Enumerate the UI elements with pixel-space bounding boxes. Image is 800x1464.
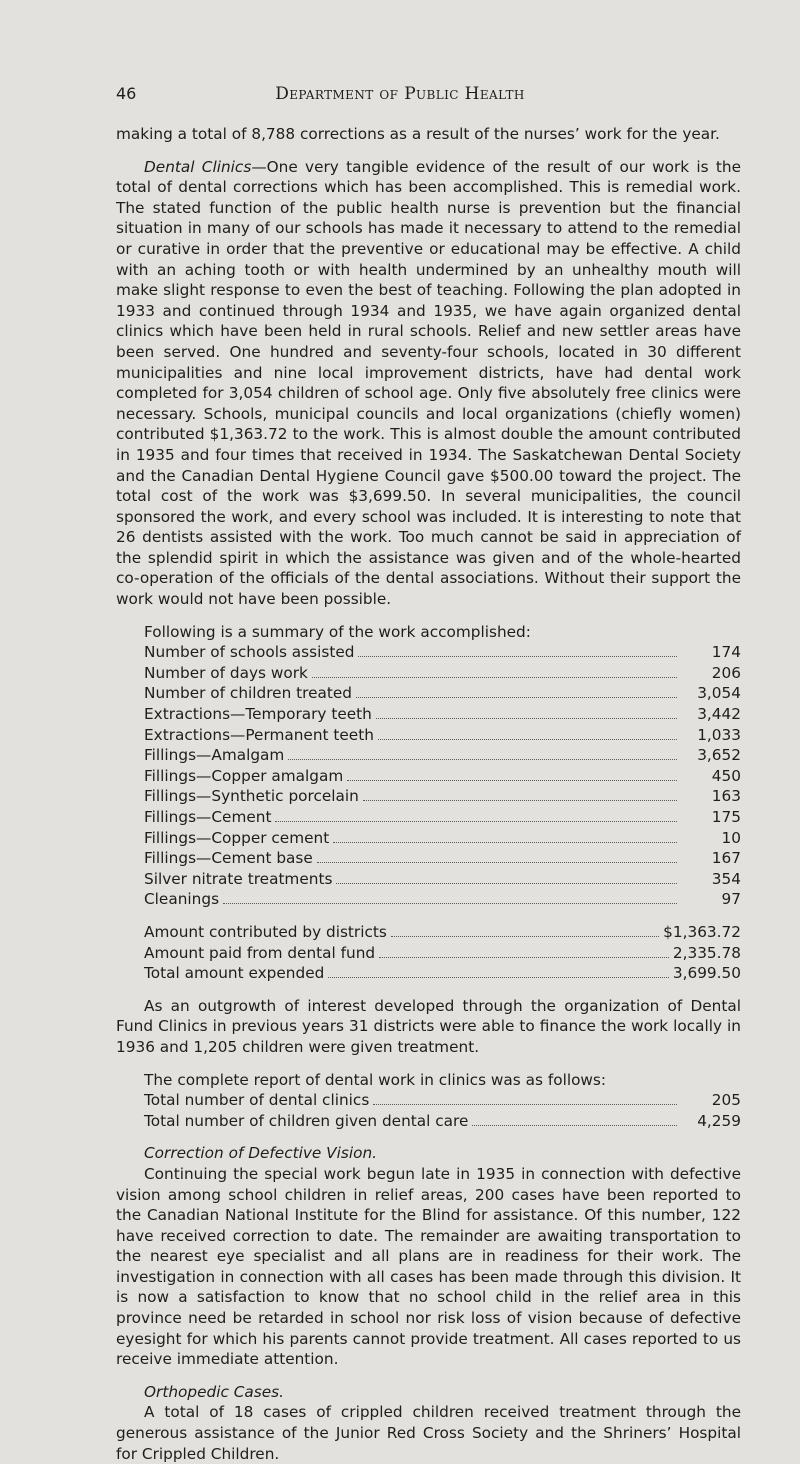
dot-leader <box>373 1104 677 1105</box>
report-intro: The complete report of dental work in clinics was as follows: <box>144 1070 607 1089</box>
row-value: 3,054 <box>697 684 741 703</box>
dental-clinics-body: —One very tangible evidence of the result of our work is the total of dental corrections which has been accomplished. This is remedial work. The stated function of the public health nurse is prevention but the financial situation in many of our schools has made it necessary to attend to the remedial or curative in order that the preventive or educational may be effective. A child with an aching tooth or with health undermined by an unhealthy mouth will make slight response to even the best of teaching. Following the plan adopted in 1933 and continued through 1934 and 1935, we have again organized dental clinics which have been held in rural schools. Relief and new settler areas have been served. One hundred and seventy-four schools, located in 30 different municipalities and nine local improvement districts, have had dental work completed for 3,054 children of school age. Only five absolutely free clinics were necessary. Schools, municipal councils and local organizations (chiefly women) contributed $1,363.72 to the work. This is almost double the amount contributed in 1935 and four times that received in 1934. The Saskatchewan Dental Society and the Canadian Dental Hygiene Council gave $500.00 toward the project. The total cost of the work was $3,699.50. In several municipalities, the council sponsored the work, and every school was included. It is interesting to note that 26 dentists assisted with the work. Too much cannot be said in appreciation of the splendid spirit in which the assistance was given and of the whole-hearted co-operation of the officials of the dental associations. Without their support the work would not have been possible. <box>116 157 742 609</box>
dental-clinics-paragraph <box>116 157 741 610</box>
row-value: 163 <box>711 787 741 806</box>
row-value: 174 <box>711 643 741 662</box>
summary-row <box>144 745 741 766</box>
summary-row <box>144 889 741 910</box>
amount-row <box>144 943 741 964</box>
summary-row <box>144 642 741 663</box>
page-header <box>0 84 800 108</box>
row-value: 167 <box>711 849 741 868</box>
row-label: Total number of dental clinics <box>144 1091 370 1110</box>
dot-leader <box>336 883 677 884</box>
amount-row <box>144 963 741 984</box>
row-label: Extractions—Temporary teeth <box>144 705 372 724</box>
dot-leader <box>391 936 659 937</box>
vision-heading: Correction of Defective Vision. <box>144 1144 378 1163</box>
dot-leader <box>333 842 677 843</box>
dot-leader <box>363 800 677 801</box>
row-value: 10 <box>721 828 741 847</box>
summary-row <box>144 869 741 890</box>
row-value: 3,699.50 <box>672 964 741 983</box>
summary-row <box>144 663 741 684</box>
dot-leader <box>312 677 677 678</box>
row-value: 3,442 <box>697 705 741 724</box>
summary-row <box>144 683 741 704</box>
dot-leader <box>378 739 677 740</box>
row-label: Total amount expended <box>144 964 325 983</box>
row-value: 4,259 <box>697 1111 741 1130</box>
dot-leader <box>358 656 677 657</box>
page-content <box>116 124 741 1464</box>
amounts-table <box>144 922 741 984</box>
row-label: Amount contributed by districts <box>144 922 387 941</box>
row-label: Total number of children given dental care <box>144 1111 469 1130</box>
row-label: Number of children treated <box>144 684 353 703</box>
row-label: Fillings—Copper cement <box>144 828 330 847</box>
row-label: Cleanings <box>144 890 220 909</box>
dot-leader <box>223 903 677 904</box>
dot-leader <box>275 821 677 822</box>
summary-row <box>144 786 741 807</box>
dot-leader <box>328 977 669 978</box>
summary-row <box>144 725 741 746</box>
summary-row <box>144 766 741 787</box>
row-label: Extractions—Permanent teeth <box>144 725 374 744</box>
outgrowth-paragraph: As an outgrowth of interest developed through the organization of Dental Fund Clinics in previous years 31 districts were able to finance the work locally in 1936 and 1,205 children were given treatment. <box>116 996 741 1056</box>
orthopedic-heading: Orthopedic Cases. <box>144 1382 285 1401</box>
row-label: Amount paid from dental fund <box>144 943 376 962</box>
report-row <box>144 1111 741 1132</box>
row-value: 1,033 <box>697 725 741 744</box>
dot-leader <box>472 1125 677 1126</box>
row-label: Number of days work <box>144 663 308 682</box>
row-value: 2,335.78 <box>672 943 741 962</box>
dot-leader <box>379 957 669 958</box>
summary-row <box>144 807 741 828</box>
dot-leader <box>376 718 677 719</box>
dot-leader <box>347 780 677 781</box>
row-value: 205 <box>711 1091 741 1110</box>
vision-paragraph: Continuing the special work begun late in 1935 in connection with defective vision among school children in relief areas, 200 cases have been reported to the Canadian National Institute for the Blind for assistance. Of this number, 122 have received correction to date. The remainder are awaiting transportation to the nearest eye specialist and all plans are in readiness for their work. The investigation in connection with all cases has been made through this division. It is now a satisfaction to know that no school child in the relief area in this province need be retarded in school nor risk loss of vision because of defective eyesight for which his parents cannot provide treatment. All cases reported to us receive immediate attention. <box>116 1164 741 1369</box>
row-value: 354 <box>711 869 741 888</box>
summary-intro: Following is a summary of the work accomplished: <box>144 622 531 641</box>
row-value: 175 <box>711 808 741 826</box>
dot-leader <box>317 862 677 863</box>
row-value: $1,363.72 <box>663 922 741 941</box>
summary-row <box>144 848 741 869</box>
summary-table <box>144 642 741 910</box>
row-label: Fillings—Amalgam <box>144 746 285 765</box>
row-value: 206 <box>711 663 741 682</box>
row-label: Fillings—Copper amalgam <box>144 766 344 785</box>
running-head: Department of Public Health <box>275 84 525 104</box>
page-number: 46 <box>116 84 137 103</box>
dental-clinics-heading: Dental Clinics <box>144 157 252 176</box>
summary-row <box>144 704 741 725</box>
row-label: Number of schools assisted <box>144 643 355 662</box>
dot-leader <box>288 759 677 760</box>
row-value: 3,652 <box>697 746 741 765</box>
report-row <box>144 1090 741 1111</box>
dot-leader <box>356 697 677 698</box>
row-label: Fillings—Cement <box>144 808 272 826</box>
opening-paragraph: making a total of 8,788 corrections as a result of the nurses’ work for the year. <box>116 125 720 143</box>
orthopedic-paragraph: A total of 18 cases of crippled children received treatment through the generous assistance of the Junior Red Cross Society and the Shriners’ Hospital for Crippled Children. <box>116 1403 741 1463</box>
summary-row <box>144 828 741 849</box>
row-value: 97 <box>721 890 741 909</box>
row-label: Fillings—Synthetic porcelain <box>144 787 359 806</box>
row-value: 450 <box>711 766 741 785</box>
row-label: Fillings—Cement base <box>144 849 313 868</box>
report-table <box>144 1090 741 1131</box>
row-label: Silver nitrate treatments <box>144 869 333 888</box>
amount-row <box>144 922 741 943</box>
